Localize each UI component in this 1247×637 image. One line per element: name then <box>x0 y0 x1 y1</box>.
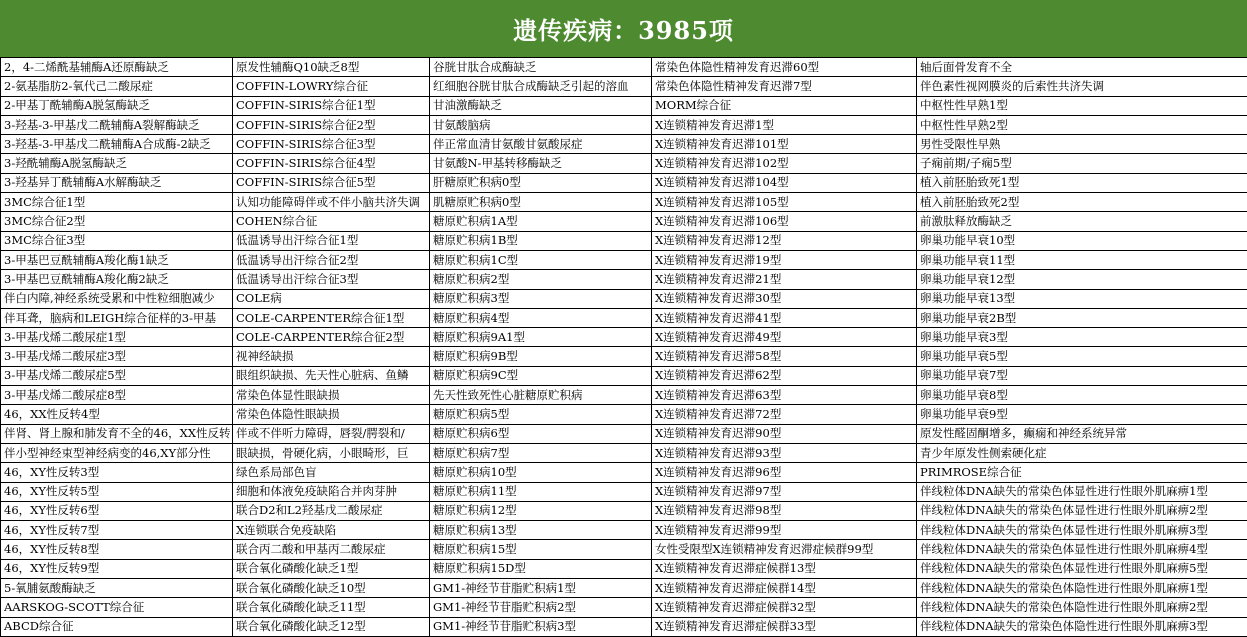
table-cell[interactable]: 女性受限型X连锁精神发育迟滞症候群99型 <box>652 540 917 559</box>
table-cell[interactable]: 肌糖原贮积病0型 <box>430 193 652 212</box>
table-cell[interactable]: 伴色素性视网膜炎的后索性共济失调 <box>917 77 1247 96</box>
table-row <box>1 579 1247 598</box>
table-cell[interactable]: 伴线粒体DNA缺失的常染色体显性进行性眼外肌麻痹3型 <box>917 521 1247 540</box>
table-cell[interactable]: 前激肽释放酶缺乏 <box>917 212 1247 231</box>
table-cell[interactable]: 卵巢功能早衰8型 <box>917 386 1247 405</box>
table-cell[interactable]: 常染色体隐性精神发育迟滞60型 <box>652 58 917 77</box>
table-cell[interactable]: 糖原贮积病7型 <box>430 443 652 462</box>
table-cell[interactable]: GM1-神经节苷脂贮积病1型 <box>430 579 652 598</box>
table-row <box>1 540 1247 559</box>
table-cell[interactable]: 联合氧化磷酸化缺乏1型 <box>233 559 430 578</box>
table-cell[interactable]: 眼组织缺损、先天性心脏病、鱼鳞 <box>233 366 430 385</box>
table-row <box>1 231 1247 250</box>
table-cell[interactable]: 卵巢功能早衰13型 <box>917 289 1247 308</box>
table-cell[interactable]: X连锁精神发育迟滞62型 <box>652 366 917 385</box>
table-row <box>1 96 1247 115</box>
table-cell[interactable]: 2-氨基脂肪2-氧代己二酸尿症 <box>1 77 233 96</box>
table-row <box>1 135 1247 154</box>
table-cell[interactable]: 46，XY性反转5型 <box>1 482 233 501</box>
table-cell[interactable]: 伴耳聋，脑病和LEIGH综合征样的3-甲基 <box>1 308 233 327</box>
table-cell[interactable]: COFFIN-SIRIS综合征3型 <box>233 135 430 154</box>
table-cell[interactable]: 糖原贮积病11型 <box>430 482 652 501</box>
table-cell[interactable]: 3-甲基巴豆酰辅酶A羧化酶2缺乏 <box>1 270 233 289</box>
table-row <box>1 173 1247 192</box>
table-cell[interactable]: 原发性辅酶Q10缺乏8型 <box>233 58 430 77</box>
table-cell[interactable]: COFFIN-SIRIS综合征1型 <box>233 96 430 115</box>
table-cell[interactable]: 2，4-二烯酰基辅酶A还原酶缺乏 <box>1 58 233 77</box>
table-cell[interactable]: X连锁精神发育迟滞63型 <box>652 386 917 405</box>
table-cell[interactable]: 3-甲基戊烯二酸尿症1型 <box>1 328 233 347</box>
table-row <box>1 250 1247 269</box>
table-cell[interactable]: ABCD综合征 <box>1 617 233 636</box>
table-cell[interactable]: X连锁精神发育迟滞症候群14型 <box>652 579 917 598</box>
table-row <box>1 154 1247 173</box>
table-cell[interactable]: X连锁精神发育迟滞12型 <box>652 231 917 250</box>
table-cell[interactable]: 糖原贮积病2型 <box>430 270 652 289</box>
table-cell[interactable]: X连锁精神发育迟滞104型 <box>652 173 917 192</box>
table-cell[interactable]: 3MC综合征3型 <box>1 231 233 250</box>
table-cell[interactable]: X连锁精神发育迟滞72型 <box>652 405 917 424</box>
table-cell[interactable]: 伴小型神经束型神经病变的46,XY部分性 <box>1 443 233 462</box>
table-cell[interactable]: 糖原贮积病10型 <box>430 463 652 482</box>
table-cell[interactable]: 常染色体显性眼缺损 <box>233 386 430 405</box>
table-cell[interactable]: X连锁精神发育迟滞1型 <box>652 115 917 134</box>
disease-table-body <box>1 58 1247 637</box>
table-cell[interactable]: 3MC综合征1型 <box>1 193 233 212</box>
table-cell[interactable]: 伴线粒体DNA缺失的常染色体隐性进行性眼外肌麻痹3型 <box>917 617 1247 636</box>
table-cell[interactable]: 糖原贮积病12型 <box>430 501 652 520</box>
table-cell[interactable]: 伴正常血清甘氨酸甘氨酸尿症 <box>430 135 652 154</box>
table-cell[interactable]: 青少年原发性侧索硬化症 <box>917 443 1247 462</box>
table-cell[interactable]: GM1-神经节苷脂贮积病2型 <box>430 598 652 617</box>
page-title-banner <box>0 0 1247 57</box>
table-cell[interactable]: 3-羟基-3-甲基戊二酰辅酶A合成酶-2缺乏 <box>1 135 233 154</box>
table-row <box>1 212 1247 231</box>
table-cell[interactable]: 低温诱导出汗综合征2型 <box>233 250 430 269</box>
table-cell[interactable]: 红细胞谷胱甘肽合成酶缺乏引起的溶血 <box>430 77 652 96</box>
table-cell[interactable]: X连锁精神发育迟滞98型 <box>652 501 917 520</box>
table-cell[interactable]: 46，XX性反转4型 <box>1 405 233 424</box>
table-cell[interactable]: 低温诱导出汗综合征1型 <box>233 231 430 250</box>
table-row <box>1 366 1247 385</box>
table-cell[interactable]: X连锁精神发育迟滞97型 <box>652 482 917 501</box>
table-cell[interactable]: 46，XY性反转7型 <box>1 521 233 540</box>
table-cell[interactable]: 常染色体隐性眼缺损 <box>233 405 430 424</box>
table-cell[interactable]: 卵巢功能早衰11型 <box>917 250 1247 269</box>
table-cell[interactable]: 3-羟酰辅酶A脱氢酶缺乏 <box>1 154 233 173</box>
table-cell[interactable]: 联合氧化磷酸化缺乏12型 <box>233 617 430 636</box>
table-cell[interactable]: 糖原贮积病1C型 <box>430 250 652 269</box>
table-cell[interactable]: 卵巢功能早衰5型 <box>917 347 1247 366</box>
table-cell[interactable]: COLE-CARPENTER综合征2型 <box>233 328 430 347</box>
table-cell[interactable]: X连锁精神发育迟滞30型 <box>652 289 917 308</box>
table-cell[interactable]: 46，XY性反转3型 <box>1 463 233 482</box>
table-cell[interactable]: 细胞和体液免疫缺陷合并肉芽肿 <box>233 482 430 501</box>
table-cell[interactable]: 中枢性性早熟1型 <box>917 96 1247 115</box>
table-cell[interactable]: 认知功能障碍伴或不伴小脑共济失调 <box>233 193 430 212</box>
table-cell[interactable]: 绿色系局部色盲 <box>233 463 430 482</box>
table-cell[interactable]: X连锁精神发育迟滞106型 <box>652 212 917 231</box>
table-cell[interactable]: X连锁精神发育迟滞49型 <box>652 328 917 347</box>
table-cell[interactable]: X连锁精神发育迟滞41型 <box>652 308 917 327</box>
table-cell[interactable]: X连锁精神发育迟滞症候群13型 <box>652 559 917 578</box>
table-cell[interactable]: 常染色体隐性精神发育迟滞7型 <box>652 77 917 96</box>
table-cell[interactable]: 植入前胚胎致死2型 <box>917 193 1247 212</box>
table-cell[interactable]: 原发性醛固酮增多，癫痫和神经系统异常 <box>917 424 1247 443</box>
table-cell[interactable]: 46，XY性反转9型 <box>1 559 233 578</box>
table-cell[interactable]: X连锁精神发育迟滞105型 <box>652 193 917 212</box>
table-cell[interactable]: 甘油激酶缺乏 <box>430 96 652 115</box>
disease-table <box>0 57 1247 637</box>
table-cell[interactable]: 糖原贮积病15型 <box>430 540 652 559</box>
table-cell[interactable]: 先天性致死性心脏糖原贮积病 <box>430 386 652 405</box>
table-row <box>1 501 1247 520</box>
table-cell[interactable]: 2-甲基丁酰辅酶A脱氢酶缺乏 <box>1 96 233 115</box>
table-cell[interactable]: 糖原贮积病6型 <box>430 424 652 443</box>
table-cell[interactable]: COFFIN-SIRIS综合征2型 <box>233 115 430 134</box>
table-row <box>1 193 1247 212</box>
table-cell[interactable]: 轴后面骨发育不全 <box>917 58 1247 77</box>
table-cell[interactable]: 联合氧化磷酸化缺乏10型 <box>233 579 430 598</box>
table-cell[interactable]: 视神经缺损 <box>233 347 430 366</box>
table-cell[interactable]: 中枢性性早熟2型 <box>917 115 1247 134</box>
table-cell[interactable]: 卵巢功能早衰3型 <box>917 328 1247 347</box>
table-cell[interactable]: 3-羟基异丁酰辅酶A水解酶缺乏 <box>1 173 233 192</box>
table-cell[interactable]: 糖原贮积病5型 <box>430 405 652 424</box>
table-row <box>1 463 1247 482</box>
table-cell[interactable]: 糖原贮积病9B型 <box>430 347 652 366</box>
table-cell[interactable]: 糖原贮积病13型 <box>430 521 652 540</box>
table-cell[interactable]: X连锁精神发育迟滞症候群32型 <box>652 598 917 617</box>
table-row <box>1 58 1247 77</box>
table-cell[interactable]: 伴线粒体DNA缺失的常染色体显性进行性眼外肌麻痹1型 <box>917 482 1247 501</box>
table-cell[interactable]: 伴线粒体DNA缺失的常染色体显性进行性眼外肌麻痹5型 <box>917 559 1247 578</box>
table-cell[interactable]: 3-甲基巴豆酰辅酶A羧化酶1缺乏 <box>1 250 233 269</box>
table-cell[interactable]: 3-羟基-3-甲基戊二酰辅酶A裂解酶缺乏 <box>1 115 233 134</box>
table-row <box>1 347 1247 366</box>
table-cell[interactable]: 卵巢功能早衰12型 <box>917 270 1247 289</box>
table-row <box>1 328 1247 347</box>
table-row <box>1 289 1247 308</box>
table-cell[interactable]: 卵巢功能早衰9型 <box>917 405 1247 424</box>
table-cell[interactable]: 低温诱导出汗综合征3型 <box>233 270 430 289</box>
table-cell[interactable]: 3-甲基戊烯二酸尿症3型 <box>1 347 233 366</box>
table-row <box>1 424 1247 443</box>
table-cell[interactable]: 甘氨酸N-甲基转移酶缺乏 <box>430 154 652 173</box>
table-cell[interactable]: 甘氨酸脑病 <box>430 115 652 134</box>
table-cell[interactable]: X连锁精神发育迟滞102型 <box>652 154 917 173</box>
table-cell[interactable]: 植入前胚胎致死1型 <box>917 173 1247 192</box>
table-cell[interactable]: 46，XY性反转8型 <box>1 540 233 559</box>
table-cell[interactable]: 3-甲基戊烯二酸尿症8型 <box>1 386 233 405</box>
table-cell[interactable]: 糖原贮积病15D型 <box>430 559 652 578</box>
table-cell[interactable]: 糖原贮积病9C型 <box>430 366 652 385</box>
table-row <box>1 482 1247 501</box>
table-cell[interactable]: AARSKOG-SCOTT综合征 <box>1 598 233 617</box>
table-cell[interactable]: COLE病 <box>233 289 430 308</box>
table-cell[interactable]: 3MC综合征2型 <box>1 212 233 231</box>
table-cell[interactable]: 糖原贮积病3型 <box>430 289 652 308</box>
table-cell[interactable]: PRIMROSE综合征 <box>917 463 1247 482</box>
table-row <box>1 559 1247 578</box>
table-cell[interactable]: X连锁联合免疫缺陷 <box>233 521 430 540</box>
table-cell[interactable]: 糖原贮积病1A型 <box>430 212 652 231</box>
table-cell[interactable]: MORM综合征 <box>652 96 917 115</box>
table-cell[interactable]: 联合D2和L2羟基戊二酸尿症 <box>233 501 430 520</box>
table-cell[interactable]: COLE-CARPENTER综合征1型 <box>233 308 430 327</box>
table-cell[interactable]: 糖原贮积病9A1型 <box>430 328 652 347</box>
table-cell[interactable]: 卵巢功能早衰10型 <box>917 231 1247 250</box>
table-cell[interactable]: 伴线粒体DNA缺失的常染色体隐性进行性眼外肌麻痹1型 <box>917 579 1247 598</box>
table-cell[interactable]: 眼缺损，骨硬化病，小眼畸形，巨 <box>233 443 430 462</box>
table-row <box>1 405 1247 424</box>
page-title: 遗传疾病：3985项 <box>513 11 734 46</box>
table-row <box>1 308 1247 327</box>
table-row <box>1 598 1247 617</box>
table-cell[interactable]: 伴线粒体DNA缺失的常染色体显性进行性眼外肌麻痹2型 <box>917 501 1247 520</box>
table-cell[interactable]: 伴肾、肾上腺和肺发育不全的46，XX性反转 <box>1 424 233 443</box>
table-cell[interactable]: X连锁精神发育迟滞99型 <box>652 521 917 540</box>
table-row <box>1 386 1247 405</box>
table-cell[interactable]: 伴线粒体DNA缺失的常染色体隐性进行性眼外肌麻痹2型 <box>917 598 1247 617</box>
table-cell[interactable]: X连锁精神发育迟滞93型 <box>652 443 917 462</box>
table-row <box>1 521 1247 540</box>
table-row <box>1 77 1247 96</box>
table-cell[interactable]: 3-甲基戊烯二酸尿症5型 <box>1 366 233 385</box>
table-cell[interactable]: 伴线粒体DNA缺失的常染色体显性进行性眼外肌麻痹4型 <box>917 540 1247 559</box>
table-cell[interactable]: COFFIN-SIRIS综合征4型 <box>233 154 430 173</box>
table-cell[interactable]: GM1-神经节苷脂贮积病3型 <box>430 617 652 636</box>
table-cell[interactable]: 卵巢功能早衰2B型 <box>917 308 1247 327</box>
table-cell[interactable]: X连锁精神发育迟滞58型 <box>652 347 917 366</box>
table-cell[interactable]: X连锁精神发育迟滞19型 <box>652 250 917 269</box>
table-cell[interactable]: 伴白内障,神经系统受累和中性粒细胞减少 <box>1 289 233 308</box>
table-cell[interactable]: X连锁精神发育迟滞21型 <box>652 270 917 289</box>
table-cell[interactable]: 肝糖原贮积病0型 <box>430 173 652 192</box>
table-cell[interactable]: COHEN综合征 <box>233 212 430 231</box>
table-cell[interactable]: COFFIN-SIRIS综合征5型 <box>233 173 430 192</box>
table-row <box>1 115 1247 134</box>
table-cell[interactable]: 46，XY性反转6型 <box>1 501 233 520</box>
table-cell[interactable]: 卵巢功能早衰7型 <box>917 366 1247 385</box>
table-cell[interactable]: 伴或不伴听力障碍，唇裂/腭裂和/ <box>233 424 430 443</box>
table-cell[interactable]: 男性受限性早熟 <box>917 135 1247 154</box>
table-cell[interactable]: 联合氧化磷酸化缺乏11型 <box>233 598 430 617</box>
table-cell[interactable]: 联合丙二酸和甲基丙二酸尿症 <box>233 540 430 559</box>
table-cell[interactable]: 谷胱甘肽合成酶缺乏 <box>430 58 652 77</box>
table-row <box>1 270 1247 289</box>
table-cell[interactable]: X连锁精神发育迟滞症候群33型 <box>652 617 917 636</box>
table-cell[interactable]: 子痫前期/子痫5型 <box>917 154 1247 173</box>
table-cell[interactable]: COFFIN-LOWRY综合征 <box>233 77 430 96</box>
table-cell[interactable]: 糖原贮积病1B型 <box>430 231 652 250</box>
table-row <box>1 617 1247 636</box>
table-row <box>1 443 1247 462</box>
table-cell[interactable]: 糖原贮积病4型 <box>430 308 652 327</box>
table-cell[interactable]: X连锁精神发育迟滞96型 <box>652 463 917 482</box>
table-cell[interactable]: X连锁精神发育迟滞90型 <box>652 424 917 443</box>
table-cell[interactable]: 5-氧脯氨酸酶缺乏 <box>1 579 233 598</box>
table-cell[interactable]: X连锁精神发育迟滞101型 <box>652 135 917 154</box>
